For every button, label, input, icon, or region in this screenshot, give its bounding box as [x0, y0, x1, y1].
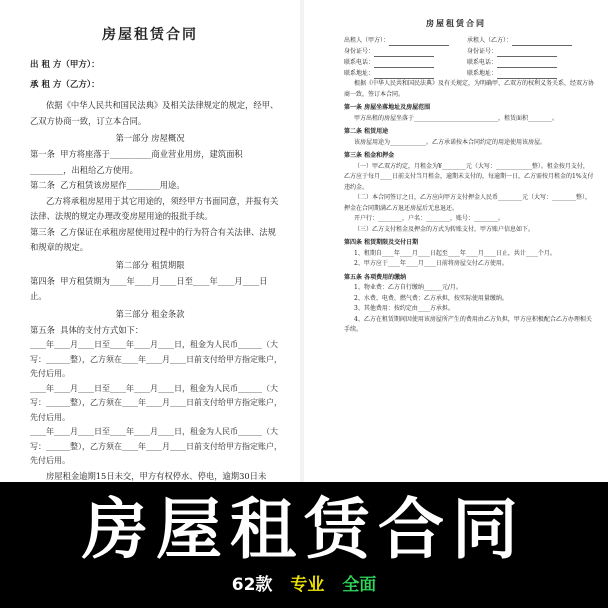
field-label: 联系电话：	[467, 59, 498, 66]
clause-heading: 第一条 房屋坐落地址及房屋范围	[344, 104, 431, 111]
banner-headline: 房屋租赁合同	[82, 491, 526, 568]
section-heading: 第一部分 房屋概况	[115, 133, 185, 143]
count-tag: 62款	[231, 575, 273, 595]
field-row	[344, 57, 467, 68]
field-label: 联系地址：	[344, 70, 375, 77]
clause: 第三条 乙方保证在承租房屋使用过程中的行为符合有关法律、法规和规章的规定。	[30, 226, 276, 252]
clause-text: （二）本合同签订之日，乙方应向甲方支付押金人民币________元（大写：________整），押金在合同期满乙方退还房屋后无息退还。	[344, 194, 592, 212]
clause-text: 乙方将承租房屋用于其它用途的，须经甲方书面同意，并报有关法律、法规的规定办理改变房屋用途的报批手续。	[30, 195, 279, 221]
intro-paragraph: 根据《中华人民共和国民法典》及有关规定，为明确甲、乙双方的权利义务关系，经双方协商一致，签订本合同。	[344, 80, 595, 98]
clause-heading: 第五条 各项费用的缴纳	[344, 273, 407, 281]
field-row	[467, 57, 590, 68]
field-label: 承租人（乙方）：	[467, 37, 513, 44]
clause-text: （一）甲乙双方约定，月租金为¥________元（大写：____________整）。租金按月支付，乙方应于每月____日前支付当月租金，逾期未支付的，每逾期一日，乙方需按月租金的1%支付违约金。	[344, 162, 594, 191]
field-row	[467, 68, 590, 79]
field-label: 身份证号：	[344, 48, 375, 55]
professional-tag: 专业	[290, 575, 325, 595]
clause-heading: 第三条 租金和押金	[344, 152, 395, 159]
section-heading: 第二部分 租赁期限	[115, 259, 185, 270]
clause-text: 1、物业费：乙方自行缴纳______元/月。	[354, 284, 462, 291]
party-b-line	[30, 78, 300, 92]
party-a-label: 出 租 方（甲方）：	[30, 60, 100, 70]
clause: 第二条 乙方租赁该房屋作________用途。	[30, 180, 185, 190]
field-row	[344, 46, 467, 57]
field-label: 身份证号：	[467, 48, 498, 55]
payment-line: ____年____月____日至____年____月____日，租金为人民币______（大写：______整），乙方须在____年____月____日前支付给甲方指定账户，先付后用。	[30, 383, 282, 422]
clause-text: （三）乙方支付租金及押金的方式为转账支付，甲方账户信息如下。	[354, 225, 535, 233]
contract-page-left	[0, 0, 300, 482]
clause-text: 开户行：________，户名：________，账号：________。	[354, 215, 505, 222]
clause-text: 2、甲方应于____年____月____日前将房屋交付乙方使用。	[354, 260, 508, 267]
clause: 第一条 甲方将座落于__________商业营业用房，建筑面积________，出租给乙方使用。	[30, 149, 243, 175]
clause: 第四条 甲方租赁期为____年____月____日至____年____月____日止。	[30, 275, 268, 301]
field-row	[344, 35, 467, 46]
clause-text: 1、租期自____年____月____日起至____年____月____日止，共计____个月。	[354, 249, 556, 257]
field-row	[467, 46, 590, 57]
doc-title: 房屋租赁合同	[102, 27, 198, 43]
field-label: 联系电话：	[344, 59, 375, 66]
clause-heading: 第二条 租赁用途	[344, 128, 389, 135]
payment-line: ____年____月____日至____年____月____日，租金为人民币______（大写：______整），乙方须在____年____月____日前支付给甲方指定账户，先付后用。	[30, 427, 282, 465]
field-row	[344, 68, 467, 79]
clause-text: 2、水费、电费、燃气费：乙方承担，按实际使用量缴纳。	[354, 294, 508, 302]
section-heading: 第三部分 租金条款	[115, 308, 185, 319]
banner-tags	[0, 570, 608, 595]
comprehensive-tag: 全面	[342, 575, 377, 595]
field-label: 出租人（甲方）：	[344, 37, 390, 44]
party-a-line	[30, 58, 300, 72]
clause-text: 4、乙方在租赁期间因使用该房屋所产生的费用由乙方负担，甲方应积极配合乙方办理相关手续。	[344, 315, 592, 333]
title-banner	[0, 482, 608, 608]
clause-text: 该房屋用途为____________。乙方承诺按本合同约定的用途使用该房屋。	[354, 138, 547, 146]
late-payment-text: 房屋租金逾期15日未交，甲方有权停水、停电，逾期30日未	[46, 470, 267, 481]
clause-text: 甲方出租的房屋坐落于____________________________，租赁面积________。	[354, 114, 559, 122]
clause-text: 3、其他费用：按约定由____方承担。	[354, 305, 454, 312]
party-fields	[344, 35, 590, 79]
lessor-fields	[344, 35, 467, 79]
clause: 第五条 具体的支付方式如下：	[30, 324, 144, 335]
contract-page-right	[304, 0, 608, 482]
lessee-fields	[467, 35, 590, 79]
payment-line: ____年____月____日至____年____月____日，租金为人民币______（大写：______整），乙方须在____年____月____日前支付给甲方指定账户，先付后用。	[30, 340, 282, 378]
field-label: 联系地址：	[467, 70, 498, 77]
intro-paragraph: 依据《中华人民共和国民法典》及相关法律规定的规定，经甲、乙双方协商一致，订立本合同。	[30, 100, 279, 126]
clause-heading: 第四条 租赁期限及交付日期	[344, 239, 419, 246]
party-b-label: 承 租 方（乙方）：	[30, 80, 100, 90]
doc-title: 房屋租赁合同	[426, 18, 486, 28]
field-row	[467, 35, 590, 46]
